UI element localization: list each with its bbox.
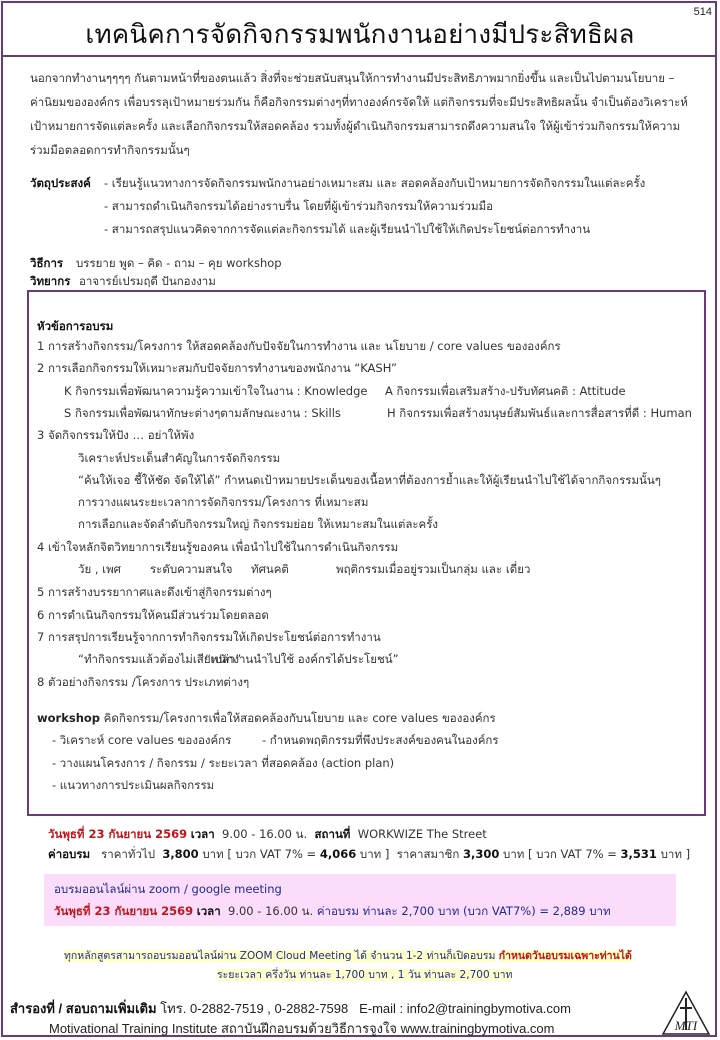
general-label: ราคาทั่วไป <box>101 847 155 861</box>
objective-item: - สามารถดำเนินกิจกรรมได้อย่างราบรื่น โดยที่ผู้เข้าร่วมกิจกรรมให้ความร่วมมือ <box>104 199 494 213</box>
online-schedule-line <box>54 903 611 921</box>
notice-highlight: กำหนดวันอบรมเฉพาะท่านได้ <box>498 950 632 962</box>
topic-sub-item: “พนักงานนำไปใช้ องค์กรได้ประโยชน์” <box>205 652 399 666</box>
member-label: ราคาสมาชิก <box>396 847 460 861</box>
topic-sub-item: พฤติกรรมเมื่ออยู่รวมเป็นกลุ่ม และ เดี่ยว <box>336 562 531 576</box>
general-vat-price: 4,066 <box>319 847 357 861</box>
online-title: อบรมออนไลน์ผ่าน zoom / google meeting <box>54 882 282 896</box>
phone-numbers: โทร. 0-2882-7519 , 0-2882-7598 <box>160 1001 349 1016</box>
topic-item: 3 จัดกิจกรรมให้ปัง … อย่าให้พัง <box>37 428 195 442</box>
workshop-item: - วิเคราะห์ core values ขององค์กร <box>52 733 232 747</box>
contact-line <box>10 998 571 1019</box>
vat-close: บาท ] <box>359 847 390 861</box>
fee-line <box>48 846 690 864</box>
objective-item: - สามารถสรุปแนวคิดจากการจัดแต่ละกิจกรรมได้ และผู้เรียนนำไปใช้ให้เกิดประโยชน์ต่อการทำงาน <box>104 222 591 236</box>
topic-sub-item: ทัศนคติ <box>251 562 289 576</box>
fee-label: ค่าอบรม <box>48 847 91 861</box>
notice-line-1 <box>64 947 632 964</box>
kash-k: K กิจกรรมเพื่อพัฒนาความรู้ความเข้าใจในงาน : Knowledge <box>64 384 368 398</box>
topic-sub-item: วัย , เพศ <box>78 562 121 576</box>
schedule-time-label: เวลา <box>190 827 215 841</box>
intro-line: ร่วมมือตลอดการทำกิจกรรมนั้นๆ <box>30 143 190 157</box>
page-title: เทคนิคการจัดกิจกรรมพนักงานอย่างมีประสิทธิผล <box>85 19 635 49</box>
intro-line: นอกจากทำงานๆๆๆๆ กันตามหน้าที่ของตนแล้ว สิ่งที่จะช่วยสนับสนุนให้การทำงานมีประสิทธิภาพมากยิ่งขึ้น และเป็นไปตามนโยบาย – <box>30 71 675 85</box>
notice-line-2 <box>217 966 512 983</box>
method-label: วิธีการ <box>30 256 64 270</box>
topic-item: 7 การสรุปการเรียนรู้จากการทำกิจกรรมให้เกิดประโยชน์ต่อการทำงาน <box>37 630 381 644</box>
schedule-line <box>48 826 487 844</box>
schedule-date: วันพุธที่ 23 กันยายน 2569 <box>48 827 188 841</box>
kash-h: H กิจกรรมเพื่อสร้างมนุษย์สัมพันธ์และการสื่อสารที่ดี : Human <box>387 406 692 420</box>
speaker-value: อาจารย์เปรมฤดี ปันกองงาม <box>79 274 216 288</box>
institute-line: Motivational Training Institute สถาบันฝึกอบรมด้วยวิธีการจูงใจ www.trainingbymotiva.com <box>49 1021 555 1036</box>
workshop-label: workshop <box>37 711 101 725</box>
objectives-label: วัตถุประสงค์ <box>30 176 91 190</box>
kash-s: S กิจกรรมเพื่อพัฒนาทักษะต่างๆตามลักษณะงาน : Skills <box>64 406 341 420</box>
member-price: 3,300 <box>462 847 500 861</box>
venue-label: สถานที่ <box>314 827 351 841</box>
member-vat-price: 3,531 <box>620 847 657 861</box>
notice-text: ทุกหลักสูตรสามารถอบรมออนไลน์ผ่าน ZOOM Cloud Meeting ได้ จำนวน 1-2 ท่านก็เปิดอบรม <box>64 950 496 962</box>
vat-open: [ บวก VAT 7% = <box>227 847 317 861</box>
kash-a: A กิจกรรมเพื่อเสริมสร้าง-ปรับทัศนคติ : Attitude <box>385 384 626 398</box>
online-fee: ค่าอบรม ท่านละ 2,700 บาท (บวก VAT7%) = 2,889 บาท <box>316 904 611 918</box>
intro-line: เป้าหมายการจัดแต่ละครั้ง และเลือกกิจกรรมให้สอดคล้อง รวมทั้งผู้ดำเนินกิจกรรมสามารถดึงความสนใจ ให้ผู้เข้าร่วมกิจกรรมให้ความ <box>30 119 681 133</box>
workshop-item: - กำหนดพฤติกรรมที่พึงประสงค์ของคนในองค์กร <box>262 733 499 747</box>
online-time: 9.00 - 16.00 น. <box>228 904 314 918</box>
topics-heading: หัวข้อการอบรม <box>37 319 114 333</box>
svg-text:MTI: MTI <box>674 1018 698 1033</box>
objective-item: - เรียนรู้แนวทางการจัดกิจกรรมพนักงานอย่างเหมาะสม และ สอดคล้องกับเป้าหมายการจัดกิจกรรมในแต่ละครั้ง <box>104 176 646 190</box>
topic-item: 4 เข้าใจหลักจิตวิทยาการเรียนรู้ของคน เพื่อนำไปใช้ในการดำเนินกิจกรรม <box>37 540 399 554</box>
online-date: วันพุธที่ 23 กันยายน 2569 <box>54 904 194 918</box>
topic-item: 6 การดำเนินกิจกรรมให้คนมีส่วนร่วมโดยตลอด <box>37 608 269 622</box>
topic-sub-item: การวางแผนระยะเวลาการจัดกิจกรรม/โครงการ ที่เหมาะสม <box>78 495 369 509</box>
title-divider <box>3 55 717 57</box>
currency: บาท <box>202 847 224 861</box>
topic-sub-item: การเลือกและจัดลำดับกิจกรรมใหญ่ กิจกรรมย่อย ให้เหมาะสมในแต่ละครั้ง <box>78 517 439 531</box>
vat-close: บาท ] <box>660 847 691 861</box>
topic-item: 1 การสร้างกิจกรรม/โครงการ ให้สอดคล้องกับปัจจัยในการทำงาน และ นโยบาย / core values ขององค์กร <box>37 339 561 353</box>
schedule-time: 9.00 - 16.00 น. <box>222 827 308 841</box>
workshop-item: - วางแผนโครงการ / กิจกรรม / ระยะเวลา ที่สอดคล้อง (action plan) <box>52 756 395 770</box>
topic-sub-item: “ทำกิจกรรมแล้วต้องไม่เสียเปล่า” <box>78 652 242 666</box>
page-number: 514 <box>693 6 712 18</box>
workshop-item: - แนวทางการประเมินผลกิจกรรม <box>52 778 215 792</box>
intro-paragraph <box>30 66 700 162</box>
topic-item: 8 ตัวอย่างกิจกรรม /โครงการ ประเภทต่างๆ <box>37 675 250 689</box>
topic-item: 5 การสร้างบรรยากาศและดึงเข้าสู่กิจกรรมต่างๆ <box>37 585 272 599</box>
currency: บาท <box>503 847 525 861</box>
topic-sub-item: ระดับความสนใจ <box>150 562 233 576</box>
online-time-label: เวลา <box>196 904 221 918</box>
email-link[interactable]: E-mail : info2@trainingbymotiva.com <box>359 1001 571 1016</box>
topic-sub-item: วิเคราะห์ประเด็นสำคัญในการจัดกิจกรรม <box>78 451 281 465</box>
venue-value: WORKWIZE The Street <box>357 827 487 841</box>
contact-label: สำรองที่ / สอบถามเพิ่มเติม <box>10 1001 157 1016</box>
workshop-text: คิดกิจกรรม/โครงการเพื่อให้สอดคล้องกับนโยบาย และ core values ขององค์กร <box>103 711 496 725</box>
method-value: บรรยาย พูด – คิด - ถาม – คุย workshop <box>76 256 282 270</box>
notice-pricing: ระยะเวลา ครึ่งวัน ท่านละ 1,700 บาท , 1 วัน ท่านละ 2,700 บาท <box>217 969 513 981</box>
intro-line: ค่านิยมขององค์กร เพื่อบรรลุเป้าหมายร่วมกัน ก็คือกิจกรรมต่างๆที่ทางองค์กรจัดให้ แต่กิจกรรมที่จะมีประสิทธิผลนั้น จำเป็นต้องวิเคราะห์ <box>30 95 688 109</box>
mti-logo-icon <box>660 990 712 1036</box>
vat-open: [ บวก VAT 7% = <box>528 847 617 861</box>
speaker-label: วิทยากร <box>30 274 71 288</box>
topic-item: 2 การเลือกกิจกรรมให้เหมาะสมกับปัจจัยการทำงานของพนักงาน “KASH” <box>37 361 397 375</box>
general-price: 3,800 <box>162 847 199 861</box>
topic-sub-item: “ค้นให้เจอ ชี้ให้ชัด จัดให้ได้” กำหนดเป้าหมายประเด็นของเนื้อหาที่ต้องการย้ำและให้ผู้เรียนนำไปใช้ได้จากกิจกรรมนั้นๆ <box>78 473 661 487</box>
workshop-line <box>37 710 496 728</box>
